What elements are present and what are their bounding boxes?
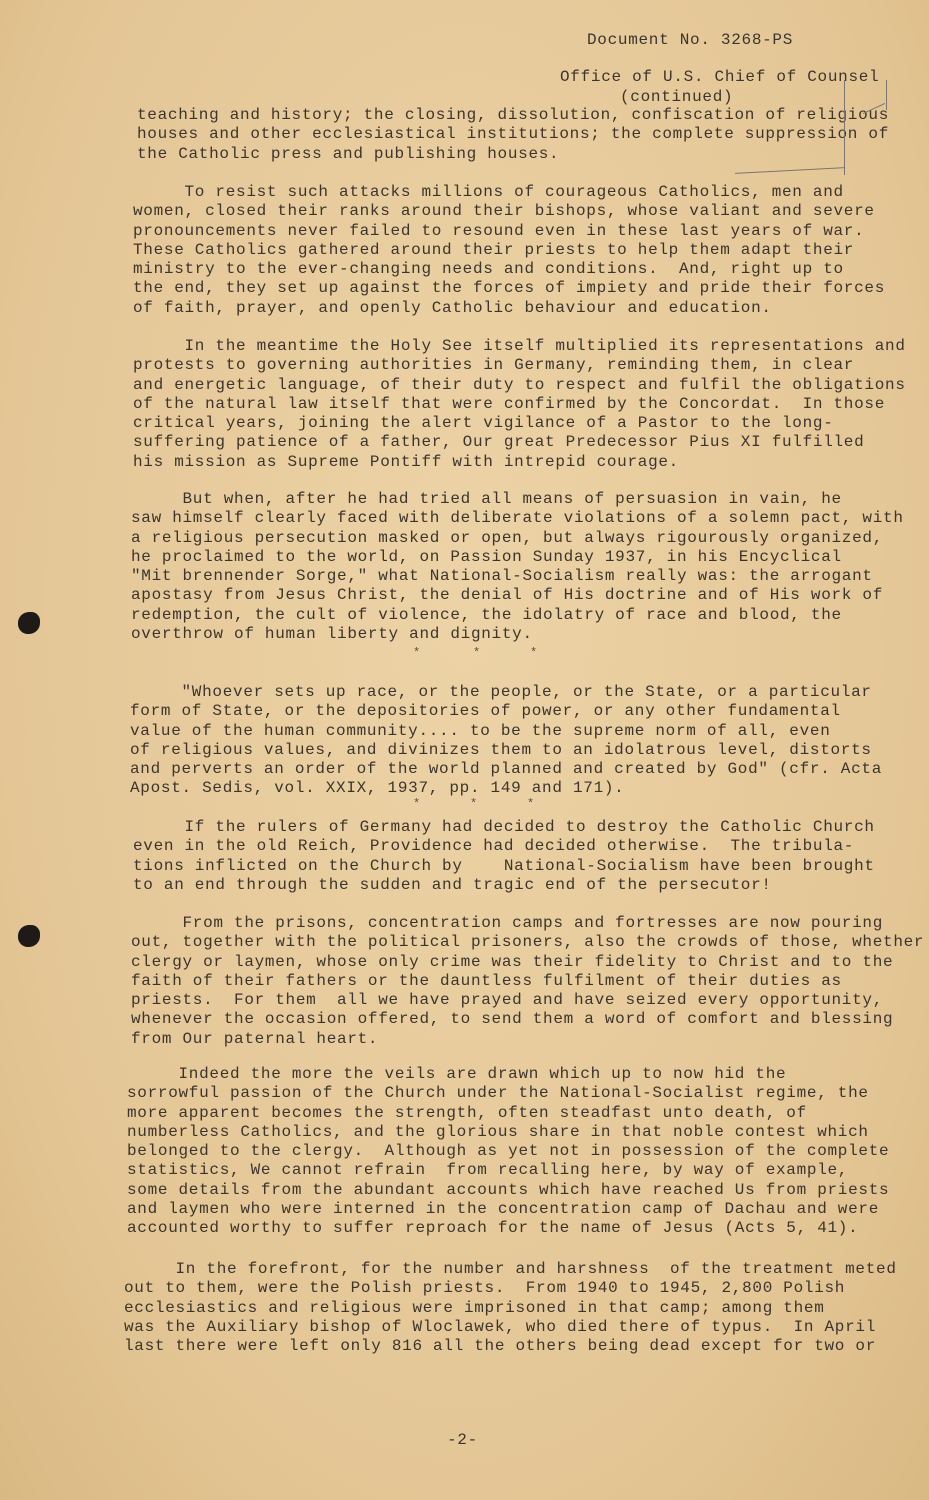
text-line: even in the old Reich, Providence had decided otherwise. The tribula- bbox=[133, 837, 855, 856]
text-line: women, closed their ranks around their bishops, whose valiant and severe bbox=[133, 202, 875, 221]
text-line: "Mit brennender Sorge," what National-Socialism really was: the arrogant bbox=[131, 567, 873, 586]
pencil-check-mark bbox=[886, 80, 887, 110]
document-number: Document No. 3268-PS bbox=[587, 31, 794, 49]
page-number: -2- bbox=[447, 1431, 478, 1449]
text-line: houses and other ecclesiastical institutions; the complete suppression of bbox=[137, 125, 890, 144]
text-line: ecclesiastics and religious were imprisoned in that camp; among them bbox=[124, 1298, 825, 1317]
text-line: accounted worthy to suffer reproach for the name of Jesus (Acts 5, 41). bbox=[127, 1219, 859, 1238]
text-line: to an end through the sudden and tragic end of the persecutor! bbox=[133, 875, 772, 894]
text-line: If the rulers of Germany had decided to destroy the Catholic Church bbox=[133, 818, 875, 836]
text-line: teaching and history; the closing, dissolution, confiscation of religious bbox=[137, 106, 890, 124]
paragraph bbox=[133, 337, 906, 472]
text-line: form of State, or the depositories of power, or any other fundamental bbox=[130, 702, 841, 721]
text-line: the end, they set up against the forces of impiety and pride their forces bbox=[133, 279, 886, 298]
text-line: In the forefront, for the number and harshness of the treatment meted bbox=[124, 1260, 897, 1278]
text-line: and laymen who were interned in the concentration camp of Dachau and were bbox=[127, 1200, 880, 1219]
paragraph bbox=[131, 914, 924, 1049]
separator-star: * bbox=[530, 646, 538, 660]
text-line: Apost. Sedis, vol. XXIX, 1937, pp. 149 and 171). bbox=[130, 779, 625, 798]
text-line: of religious values, and divinizes them to an idolatrous level, distorts bbox=[130, 740, 872, 759]
text-line: statistics, We cannot refrain from recalling here, by way of example, bbox=[127, 1161, 849, 1180]
text-line: out, together with the political prisoners, also the crowds of those, whether bbox=[131, 933, 925, 952]
binding-hole-mark bbox=[18, 925, 40, 947]
text-line: From the prisons, concentration camps and fortresses are now pouring bbox=[131, 914, 884, 932]
paragraph bbox=[127, 1065, 889, 1239]
text-line: suffering patience of a father, Our great Predecessor Pius XI fulfilled bbox=[133, 433, 865, 452]
text-line: priests. For them all we have prayed and have seized every opportunity, bbox=[131, 991, 884, 1010]
text-line: his mission as Supreme Pontiff with intrepid courage. bbox=[133, 452, 679, 471]
paragraph bbox=[133, 183, 885, 318]
separator-star: * bbox=[527, 797, 535, 811]
binding-hole-mark bbox=[18, 612, 40, 634]
text-line: clergy or laymen, whose only crime was their fidelity to Christ and to the bbox=[131, 952, 894, 971]
text-line: To resist such attacks millions of courageous Catholics, men and bbox=[133, 183, 844, 201]
text-line: pronouncements never failed to resound even in these last years of war. bbox=[133, 221, 865, 240]
text-line: he proclaimed to the world, on Passion Sunday 1937, in his Encyclical bbox=[131, 547, 842, 566]
text-line: and perverts an order of the world planned and created by God" (cfr. Acta bbox=[130, 760, 883, 779]
text-line: In the meantime the Holy See itself multiplied its representations and bbox=[133, 337, 906, 355]
paragraph bbox=[133, 818, 875, 895]
paragraph bbox=[131, 490, 904, 644]
separator-star: * bbox=[473, 646, 481, 660]
text-line: sorrowful passion of the Church under the National-Socialist regime, the bbox=[127, 1084, 869, 1103]
text-line: of faith, prayer, and openly Catholic behaviour and education. bbox=[133, 298, 772, 317]
text-line: the Catholic press and publishing houses. bbox=[137, 144, 560, 163]
text-line: a religious persecution masked or open, but always rigourously organized, bbox=[131, 528, 884, 547]
text-line: critical years, joining the alert vigilance of a Pastor to the long- bbox=[133, 414, 834, 433]
text-line: belonged to the clergy. Although as yet not in possession of the complete bbox=[127, 1142, 890, 1161]
text-line: Indeed the more the veils are drawn which up to now hid the bbox=[127, 1065, 787, 1083]
text-line: ministry to the ever-changing needs and conditions. And, right up to bbox=[133, 260, 844, 279]
text-line: whenever the occasion offered, to send them a word of comfort and blessing bbox=[131, 1010, 894, 1029]
separator-star: * bbox=[413, 646, 421, 660]
text-line: last there were left only 816 all the others being dead except for two or bbox=[124, 1337, 877, 1356]
paragraph bbox=[137, 106, 889, 164]
separator-star: * bbox=[413, 797, 421, 811]
pencil-bracket-mark bbox=[844, 80, 845, 175]
text-line: more apparent becomes the strength, often steadfast unto death, of bbox=[127, 1103, 807, 1122]
text-line: faith of their fathers or the dauntless fulfilment of their duties as bbox=[131, 971, 842, 990]
text-line: some details from the abundant accounts which have reached Us from priests bbox=[127, 1180, 890, 1199]
office-heading: Office of U.S. Chief of Counsel bbox=[560, 68, 880, 86]
text-line: But when, after he had tried all means of persuasion in vain, he bbox=[131, 490, 842, 508]
text-line: saw himself clearly faced with deliberate violations of a solemn pact, with bbox=[131, 509, 904, 528]
text-line: value of the human community.... to be the supreme norm of all, even bbox=[130, 721, 831, 740]
text-line: "Whoever sets up race, or the people, or the State, or a particular bbox=[130, 683, 872, 701]
continued-label: (continued) bbox=[620, 88, 734, 106]
text-line: and energetic language, of their duty to respect and fulfil the obligations bbox=[133, 375, 906, 394]
text-line: apostasy from Jesus Christ, the denial of His doctrine and of His work of bbox=[131, 586, 884, 605]
text-line: was the Auxiliary bishop of Wloclawek, who died there of typus. In April bbox=[124, 1317, 877, 1336]
text-line: These Catholics gathered around their priests to help them adapt their bbox=[133, 240, 855, 259]
text-line: protests to governing authorities in Germany, reminding them, in clear bbox=[133, 356, 855, 375]
text-line: out to them, were the Polish priests. From 1940 to 1945, 2,800 Polish bbox=[124, 1279, 846, 1298]
separator-star: * bbox=[470, 797, 478, 811]
text-line: of the natural law itself that were confirmed by the Concordat. In those bbox=[133, 394, 886, 413]
text-line: redemption, the cult of violence, the idolatry of race and blood, the bbox=[131, 605, 842, 624]
text-line: tions inflicted on the Church by National-Socialism have been brought bbox=[133, 856, 875, 875]
text-line: from Our paternal heart. bbox=[131, 1029, 379, 1048]
text-line: numberless Catholics, and the glorious share in that noble contest which bbox=[127, 1122, 869, 1141]
text-line: overthrow of human liberty and dignity. bbox=[131, 625, 533, 644]
quote-paragraph bbox=[130, 683, 882, 799]
paragraph bbox=[124, 1260, 897, 1356]
